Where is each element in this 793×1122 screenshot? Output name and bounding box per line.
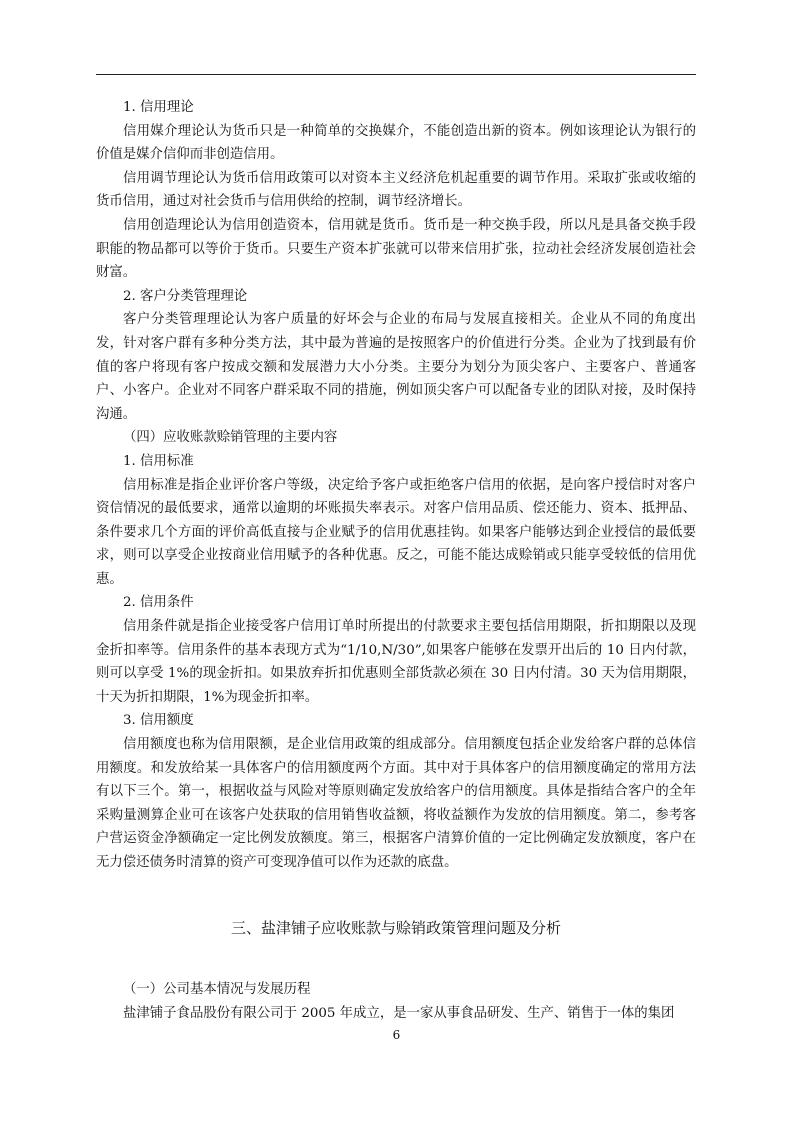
heading-credit-theory: 1. 信用理论 (123, 100, 194, 115)
heading-customer-classification: 2. 客户分类管理理论 (123, 288, 248, 304)
heading-credit-standard: 1. 信用标准 (123, 453, 194, 469)
paragraph-credit-regulation-theory: 信用调节理论认为货币信用政策可以对资本主义经济危机起重要的调节作用。采取扩张或收缩的货币信用，通过对社会货币与信用供给的控制，调节经济增长。 (96, 170, 696, 210)
paragraph-credit-creation-theory: 信用创造理论认为信用创造资本，信用就是货币。货币是一种交换手段，所以凡是具备交换手段职能的物品都可以等价于货币。只要生产资本扩张就可以带来信用扩张，拉动社会经济发展创造社会财富。 (96, 217, 696, 281)
paragraph-customer-classification: 客户分类管理理论认为客户质量的好坏会与企业的布局与发展直接相关。企业从不同的角度出发，针对客户群有多种分类方法，其中最为普遍的是按照客户的价值进行分类。企业为了找到最有价值的客户将现有客户按成交额和发展潜力大小分类。主要分为划分为顶尖客户、主要客户、普通客户、小客户。企业对不同客户群采取不同的措施，例如顶尖客户可以配备专业的团队对接，及时保持沟通。 (96, 312, 696, 422)
header-rule (96, 74, 696, 75)
paragraph-credit-limit: 信用额度也称为信用限额，是企业信用政策的组成部分。信用额度包括企业发给客户群的总体信用额度。和发放给某一具体客户的信用额度两个方面。其中对于具体客户的信用额度确定的常用方法有以下三个。第一，根据收益与风险对等原则确定发放给客户的信用额度。具体是指结合客户的全年采购量测算企业可在该客户处获取的信用销售收益额，将收益额作为发放的信用额度。第二，参考客户营运资金净额确定一定比例发放额度。第三，根据客户清算价值的一定比例确定发放额度，客户在无力偿还债务时清算的资产可变现净值可以作为还款的底盘。 (96, 737, 696, 870)
heading-section-four: （四）应收账款赊销管理的主要内容 (123, 430, 338, 446)
section-title: 三、盐津铺子应收账款与赊销政策管理问题及分析 (230, 918, 561, 937)
paragraph-company-overview: 盐津铺子食品股份有限公司于 2005 年成立，是一家从事食品研发、生产、销售于一体的集团 (123, 1005, 675, 1021)
paragraph-credit-terms: 信用条件就是指企业接受客户信用订单时所提出的付款要求主要包括信用期限，折扣期限以及现金折扣率等。信用条件的基本表现方式为“1/10,N/30”,如果客户能够在发票开出后的 10 日内付款，则可以享受 1%的现金折扣。如果放弃折扣优惠则全部货款必须在 30 日内付清。30 天为信用期限，十天为折扣期限，1%为现金折扣率。 (96, 619, 696, 705)
page-body (96, 96, 696, 1025)
heading-credit-terms: 2. 信用条件 (123, 595, 194, 611)
heading-company-overview: （一）公司基本情况与发展历程 (123, 982, 311, 998)
page-number: 6 (392, 1028, 401, 1042)
heading-credit-limit: 3. 信用额度 (123, 713, 194, 729)
paragraph-credit-standard: 信用标准是指企业评价客户等级，决定给予客户或拒绝客户信用的依据，是向客户授信时对客户资信情况的最低要求，通常以逾期的坏账损失率表示。对客户信用品质、偿还能力、资本、抵押品、条件要求几个方面的评价高低直接与企业赋予的信用优惠挂钩。如果客户能够达到企业授信的最低要求，则可以享受企业按商业信用赋予的各种优惠。反之，可能不能达成赊销或只能享受较低的信用优惠。 (96, 477, 696, 587)
paragraph-credit-media-theory: 信用媒介理论认为货币只是一种简单的交换媒介，不能创造出新的资本。例如该理论认为银行的价值是媒介信仰而非创造信用。 (96, 123, 696, 163)
